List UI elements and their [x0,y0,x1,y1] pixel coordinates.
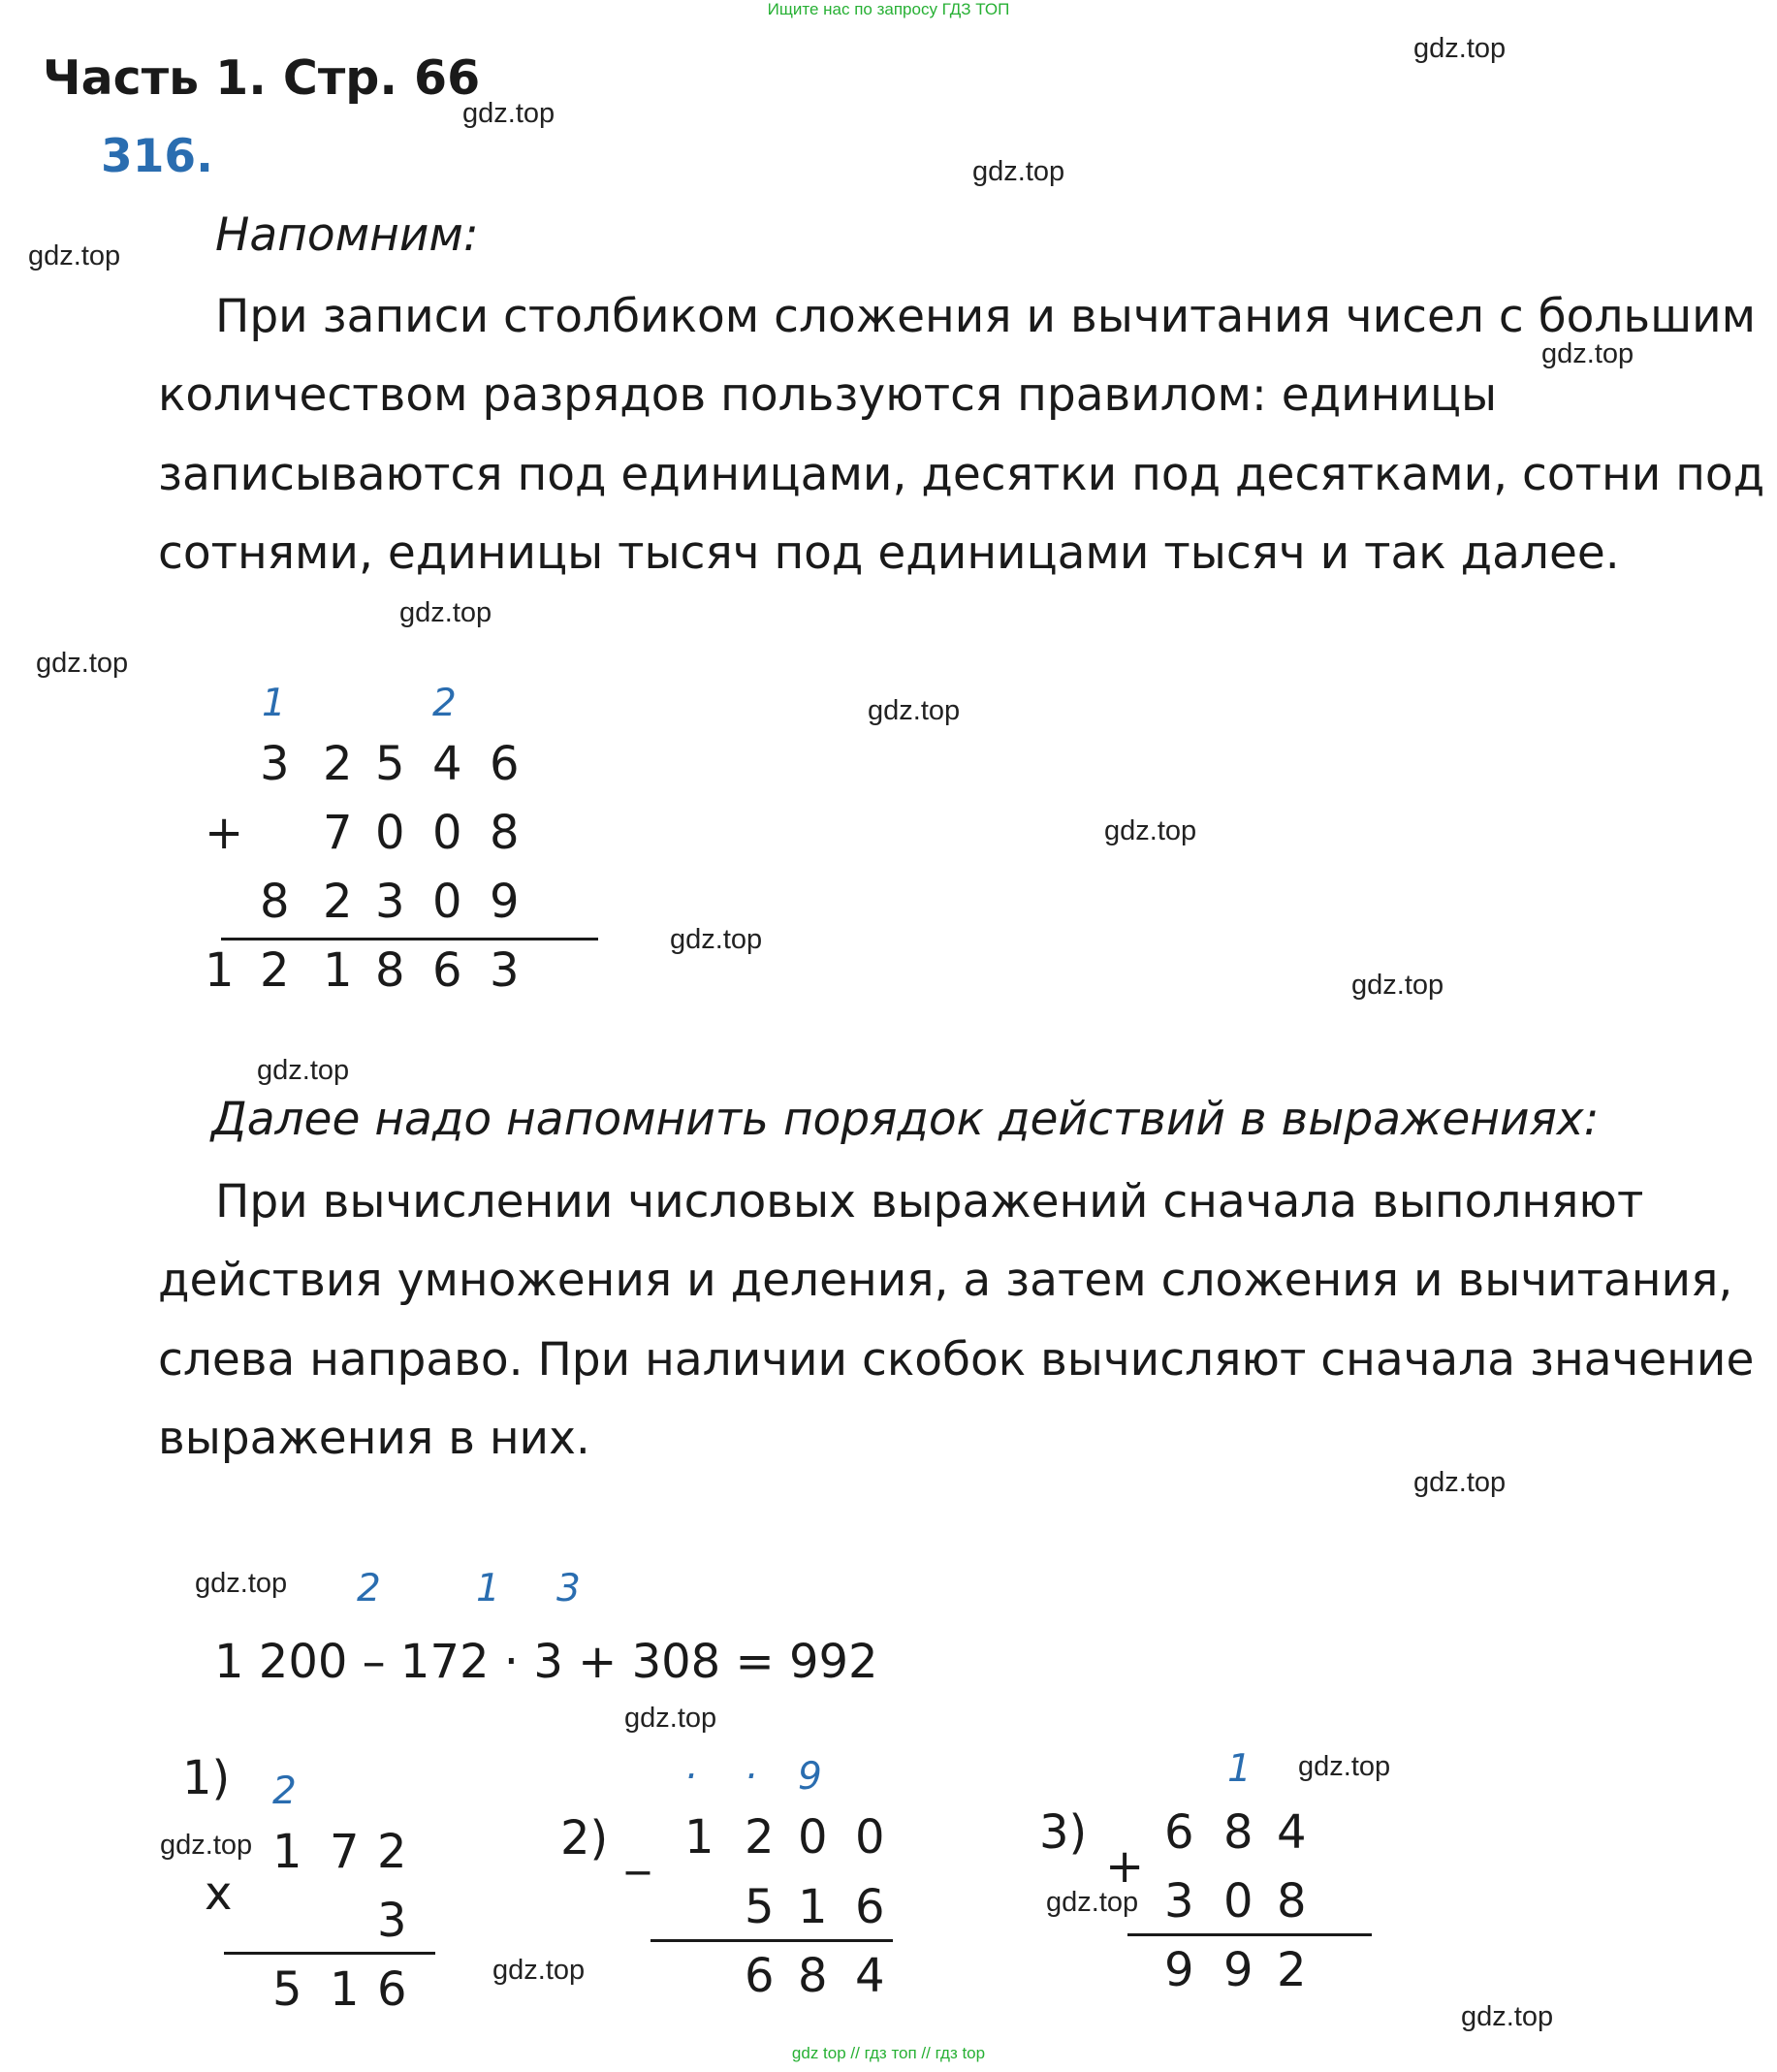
remind-label: Напомним: [215,208,479,262]
watermark: gdz.top [1104,815,1197,846]
order-line-3: слева направо. При наличии скобок вычисляют сначала значение [158,1333,1755,1387]
remind-line-4: сотнями, единицы тысяч под единицами тысяч и так далее. [158,526,1620,580]
addend-digit: 8 [260,875,290,929]
sum-line [1127,1933,1372,1936]
addend-digit: 0 [375,806,405,860]
step-label: 2) [560,1811,609,1865]
addend-digit: 4 [432,737,462,791]
exercise-number: 316. [101,130,213,183]
factor-digit: 2 [377,1825,407,1879]
remind-line-2: количеством разрядов пользуются правилом: единицы [158,368,1498,422]
sum-digit: 9 [1164,1943,1194,1997]
subtrahend-digit: 1 [798,1880,828,1934]
watermark: gdz.top [195,1568,288,1599]
difference-line [651,1939,893,1942]
minus-sign: _ [626,1821,650,1875]
sum-digit: 2 [1277,1943,1307,1997]
addend-digit: 9 [490,875,520,929]
difference-digit: 4 [855,1949,885,2003]
watermark: gdz.top [399,597,492,628]
addend-digit: 3 [375,875,405,929]
factor-digit: 1 [272,1825,302,1879]
step-label: 3) [1039,1805,1088,1860]
subtrahend-digit: 5 [745,1880,775,1934]
addend-digit: 5 [375,737,405,791]
difference-digit: 6 [745,1949,775,2003]
addend-digit: 2 [323,875,353,929]
borrow-mark: 9 [798,1755,822,1799]
addend-digit: 8 [490,806,520,860]
watermark: gdz.top [28,240,121,271]
minuend-digit: 2 [745,1810,775,1865]
watermark: gdz.top [492,1955,586,1986]
minuend-digit: 0 [798,1810,828,1865]
sum-digit: 1 [205,943,235,998]
factor-digit: 7 [330,1825,360,1879]
carry-mark: 2 [432,682,457,725]
top-note: Ищите нас по запросу ГДЗ ТОП [767,0,1010,18]
watermark: gdz.top [1413,33,1507,64]
addend-digit: 6 [490,737,520,791]
carry-mark: 1 [262,682,286,725]
minuend-digit: 0 [855,1810,885,1865]
remind-line-3: записываются под единицами, десятки под десятками, сотни под [158,448,1765,501]
multiply-sign: x [205,1866,233,1921]
sum-digit: 6 [432,943,462,998]
order-line-1: При вычислении числовых выражений сначала выполняют [215,1175,1644,1228]
order-label: Далее надо напомнить порядок действий в выражениях: [211,1093,1600,1146]
plus-sign: + [1105,1839,1145,1894]
sum-digit: 1 [323,943,353,998]
watermark: gdz.top [868,695,961,726]
borrow-mark: · [745,1755,757,1799]
expression: 1 200 – 172 · 3 + 308 = 992 [214,1635,878,1689]
plus-sign: + [205,806,244,860]
addend-digit: 4 [1277,1805,1307,1860]
page-title: Часть 1. Стр. 66 [43,50,481,106]
watermark: gdz.top [1541,338,1634,369]
factor-digit: 3 [377,1894,407,1948]
watermark: gdz.top [1298,1751,1391,1782]
product-digit: 1 [330,1962,360,2017]
difference-digit: 8 [798,1949,828,2003]
addend-digit: 6 [1164,1805,1194,1860]
watermark: gdz.top [36,648,129,679]
footer: gdz top // гдз топ // гдз top [791,2044,986,2062]
order-line-2: действия умножения и деления, а затем сложения и вычитания, [158,1254,1733,1307]
watermark: gdz.top [1461,2001,1554,2032]
sum-line [221,938,598,940]
product-digit: 5 [272,1962,302,2017]
watermark: gdz.top [1046,1887,1139,1918]
watermark: gdz.top [972,156,1065,187]
watermark: gdz.top [1351,970,1444,1001]
step-label: 1) [182,1751,231,1805]
order-mark: 2 [357,1567,381,1610]
sum-digit: 3 [490,943,520,998]
watermark: gdz.top [462,98,555,129]
order-line-4: выражения в них. [158,1412,590,1465]
addend-digit: 0 [432,875,462,929]
sum-digit: 9 [1223,1943,1253,1997]
addend-digit: 3 [260,737,290,791]
sum-digit: 8 [375,943,405,998]
borrow-mark: · [684,1755,697,1799]
watermark: gdz.top [160,1830,253,1861]
product-line [224,1952,435,1955]
minuend-digit: 1 [684,1810,714,1865]
carry-mark: 1 [1227,1747,1252,1791]
watermark: gdz.top [624,1703,717,1734]
order-mark: 3 [556,1567,581,1610]
product-digit: 6 [377,1962,407,2017]
watermark: gdz.top [1413,1467,1507,1498]
addend-digit: 7 [323,806,353,860]
addend-digit: 2 [323,737,353,791]
addend-digit: 0 [1223,1874,1253,1929]
order-mark: 1 [476,1567,500,1610]
addend-digit: 8 [1277,1874,1307,1929]
addend-digit: 0 [432,806,462,860]
addend-digit: 3 [1164,1874,1194,1929]
watermark: gdz.top [670,924,763,955]
addend-digit: 8 [1223,1805,1253,1860]
sum-digit: 2 [260,943,290,998]
watermark: gdz.top [257,1055,350,1086]
carry-mark: 2 [272,1769,297,1813]
remind-line-1: При записи столбиком сложения и вычитания чисел с большим [215,290,1757,343]
subtrahend-digit: 6 [855,1880,885,1934]
